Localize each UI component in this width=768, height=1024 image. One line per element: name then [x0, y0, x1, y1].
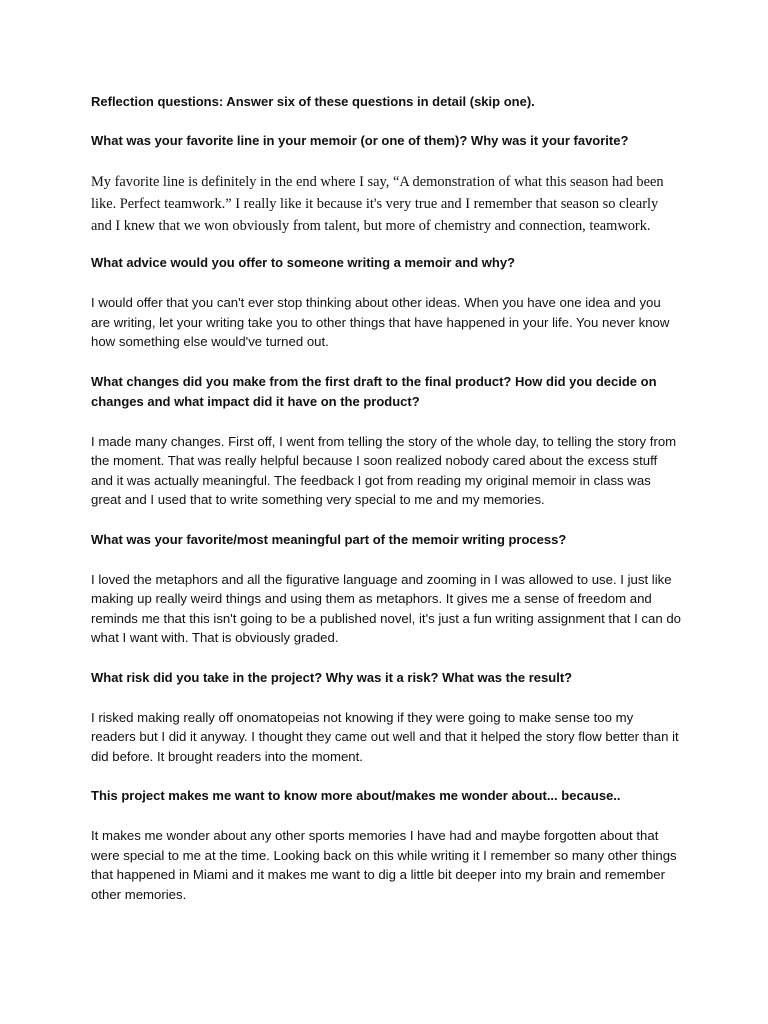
question-2: What advice would you offer to someone writing a memoir and why?: [91, 255, 515, 270]
document-page: [91, 92, 681, 924]
answer-6: It makes me wonder about any other sports memories I have had and maybe forgotten about that were special to me at the time. Looking back on this while writing it I remember so many other things that happened in Miami and it makes me want to dig a little bit deeper into my brain and remember other memories.: [91, 828, 677, 902]
question-5: What risk did you take in the project? Why was it a risk? What was the result?: [91, 669, 573, 685]
question-1: What was your favorite line in your memoir (or one of them)? Why was it your favorite?: [91, 133, 629, 148]
question-6: This project makes me want to know more about/makes me wonder about... because..: [91, 788, 621, 803]
question-4: What was your favorite/most meaningful part of the memoir writing process?: [91, 531, 567, 547]
instructions-heading: Reflection questions: Answer six of these questions in detail (skip one).: [91, 94, 535, 109]
question-3: What changes did you make from the first draft to the final product? How did you decide on changes and what impact did it have on the product?: [91, 373, 657, 409]
answer-4: I loved the metaphors and all the figurative language and zooming in I was allowed to use. I just like making up really weird things and using them as metaphors. It gives me a sense of freedom and reminds me that this isn't going to be a published novel, it's just a fun writing assignment that I can do what I want with. That is obviously graded.: [91, 571, 682, 645]
answer-2: I would offer that you can't ever stop thinking about other ideas. When you have one idea and you are writing, let your writing take you to other things that have happened in your life. You never know how something else would've turned out.: [91, 295, 670, 349]
answer-1: My favorite line is definitely in the end where I say, “A demonstration of what this season had been like. Perfect teamwork.” I really like it because it's very true and I remember that season so clearly and I knew that we won obviously from talent, but more of chemistry and connection, teamwork.: [91, 174, 664, 234]
answer-3: I made many changes. First off, I went from telling the story of the whole day, to telling the story from the moment. That was really helpful because I soon realized nobody cared about the excess stuff and it was actually meaningful. The feedback I got from reading my original memoir in class was great and I used that to write something very special to me and my memories.: [91, 433, 677, 507]
answer-5: I risked making really off onomatopeias not knowing if they were going to make sense too my readers but I did it anyway. I thought they came out well and that it helped the story flow better than it did before. It brought readers into the moment.: [91, 709, 679, 764]
